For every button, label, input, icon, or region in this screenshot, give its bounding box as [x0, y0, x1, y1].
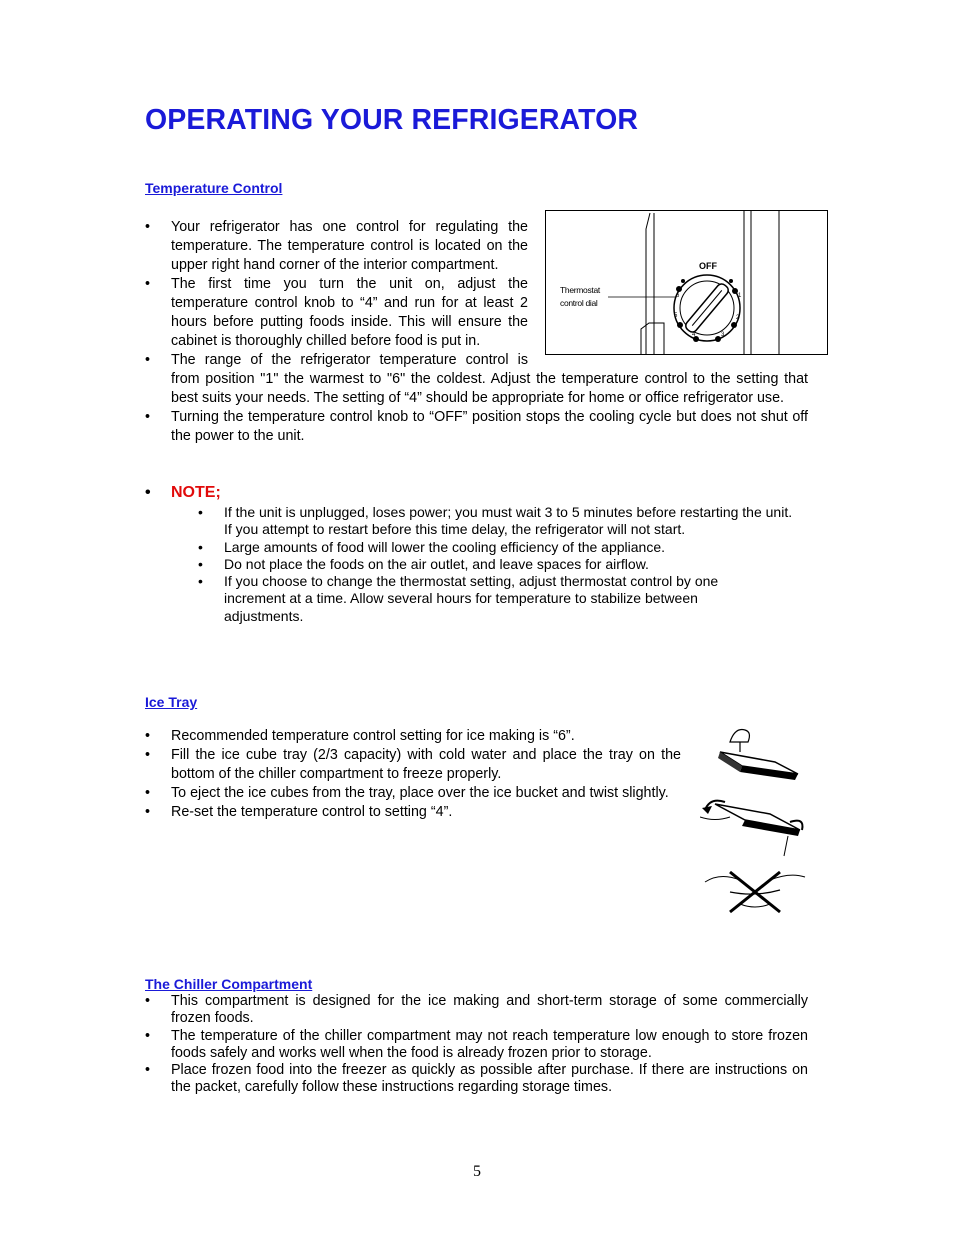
dial-off-label: OFF: [699, 261, 717, 271]
thermostat-figure: [545, 210, 828, 355]
section-heading-chiller-compartment: The Chiller Compartment: [145, 976, 313, 992]
list-item: • Turning the temperature control knob to “OFF” position stops the cooling cycle but does not shut off the power to the unit.: [145, 408, 808, 446]
callout-label-line2: control dial: [560, 298, 598, 308]
dial-number: 1: [738, 293, 742, 299]
dial-number: 3: [721, 332, 725, 338]
list-item: • Re-set the temperature control to setting “4”.: [145, 803, 681, 822]
dial-number: 6: [676, 293, 680, 299]
list-item: • Fill the ice cube tray (2/3 capacity) with cold water and place the tray on the bottom of the chiller compartment to freeze properly.: [145, 746, 681, 784]
list-item: • If you choose to change the thermostat setting, adjust thermostat control by one increment at a time. Allow several hours for temperature to stabilize between adjustments.: [198, 573, 749, 625]
page-number: 5: [473, 1163, 481, 1180]
ice-tray-list: [145, 727, 681, 822]
list-item: • If the unit is unplugged, loses power; you must wait 3 to 5 minutes before restarting the unit. If you attempt to restart before this time delay, the refrigerator will not start.: [198, 504, 796, 539]
temperature-control-list: [145, 218, 528, 370]
callout-label-line1: Thermostat: [560, 285, 600, 295]
list-item: • The range of the refrigerator temperature control is: [145, 351, 528, 370]
dial-number: 2: [736, 315, 740, 321]
temperature-control-list-end: [145, 408, 808, 446]
dial-number: 5: [674, 313, 678, 319]
list-item: • Place frozen food into the freezer as quickly as possible after purchase. If there are instructions on the packet, carefully follow these instructions regarding storage times.: [145, 1062, 808, 1097]
dial-number: 4: [692, 332, 696, 338]
ice-tray-fill-image: [718, 730, 798, 781]
list-item: • Your refrigerator has one control for regulating the temperature. The temperature control is located on the upper right hand corner of the interior compartment.: [145, 218, 528, 275]
list-item: • The first time you turn the unit on, adjust the temperature control knob to “4” and run for at least 2 hours before putting foods inside. This will ensure the cabinet is thoroughly chilled before food is put in.: [145, 275, 528, 351]
list-item: • Recommended temperature control setting for ice making is “6”.: [145, 727, 681, 746]
list-item: • To eject the ice cubes from the tray, place over the ice bucket and twist slightly.: [145, 784, 681, 803]
ice-tray-twist-image: [700, 801, 803, 856]
note-label: NOTE;: [171, 484, 221, 501]
list-item: • The temperature of the chiller compartment may not reach temperature low enough to store frozen foods safely and works well when the food is already frozen prior to storage.: [145, 1028, 808, 1063]
ice-tray-wrong-method-image: [705, 872, 805, 912]
list-item-continuation: from position "1" the warmest to "6" the coldest. Adjust the temperature control to the setting that best suits your needs. The setting of “4” should be appropriate for home or office refrigerator use.: [171, 371, 808, 406]
list-item: • Do not place the foods on the air outlet, and leave spaces for airflow.: [198, 556, 796, 573]
section-heading-ice-tray: Ice Tray: [145, 694, 198, 710]
page-title: OPERATING YOUR REFRIGERATOR: [145, 104, 639, 136]
note-heading: [145, 484, 221, 502]
bullet: •: [145, 484, 151, 501]
ice-tray-illustrations: [700, 722, 810, 922]
list-item: • This compartment is designed for the ice making and short-term storage of some commercially frozen foods.: [145, 993, 808, 1028]
chiller-list: [145, 993, 808, 1097]
thermostat-dial-illustration: [546, 211, 828, 355]
temperature-control-list-cont: [145, 370, 808, 408]
section-heading-temperature-control: Temperature Control: [145, 180, 283, 196]
list-item: • Large amounts of food will lower the cooling efficiency of the appliance.: [198, 539, 796, 556]
note-list: [198, 504, 796, 625]
